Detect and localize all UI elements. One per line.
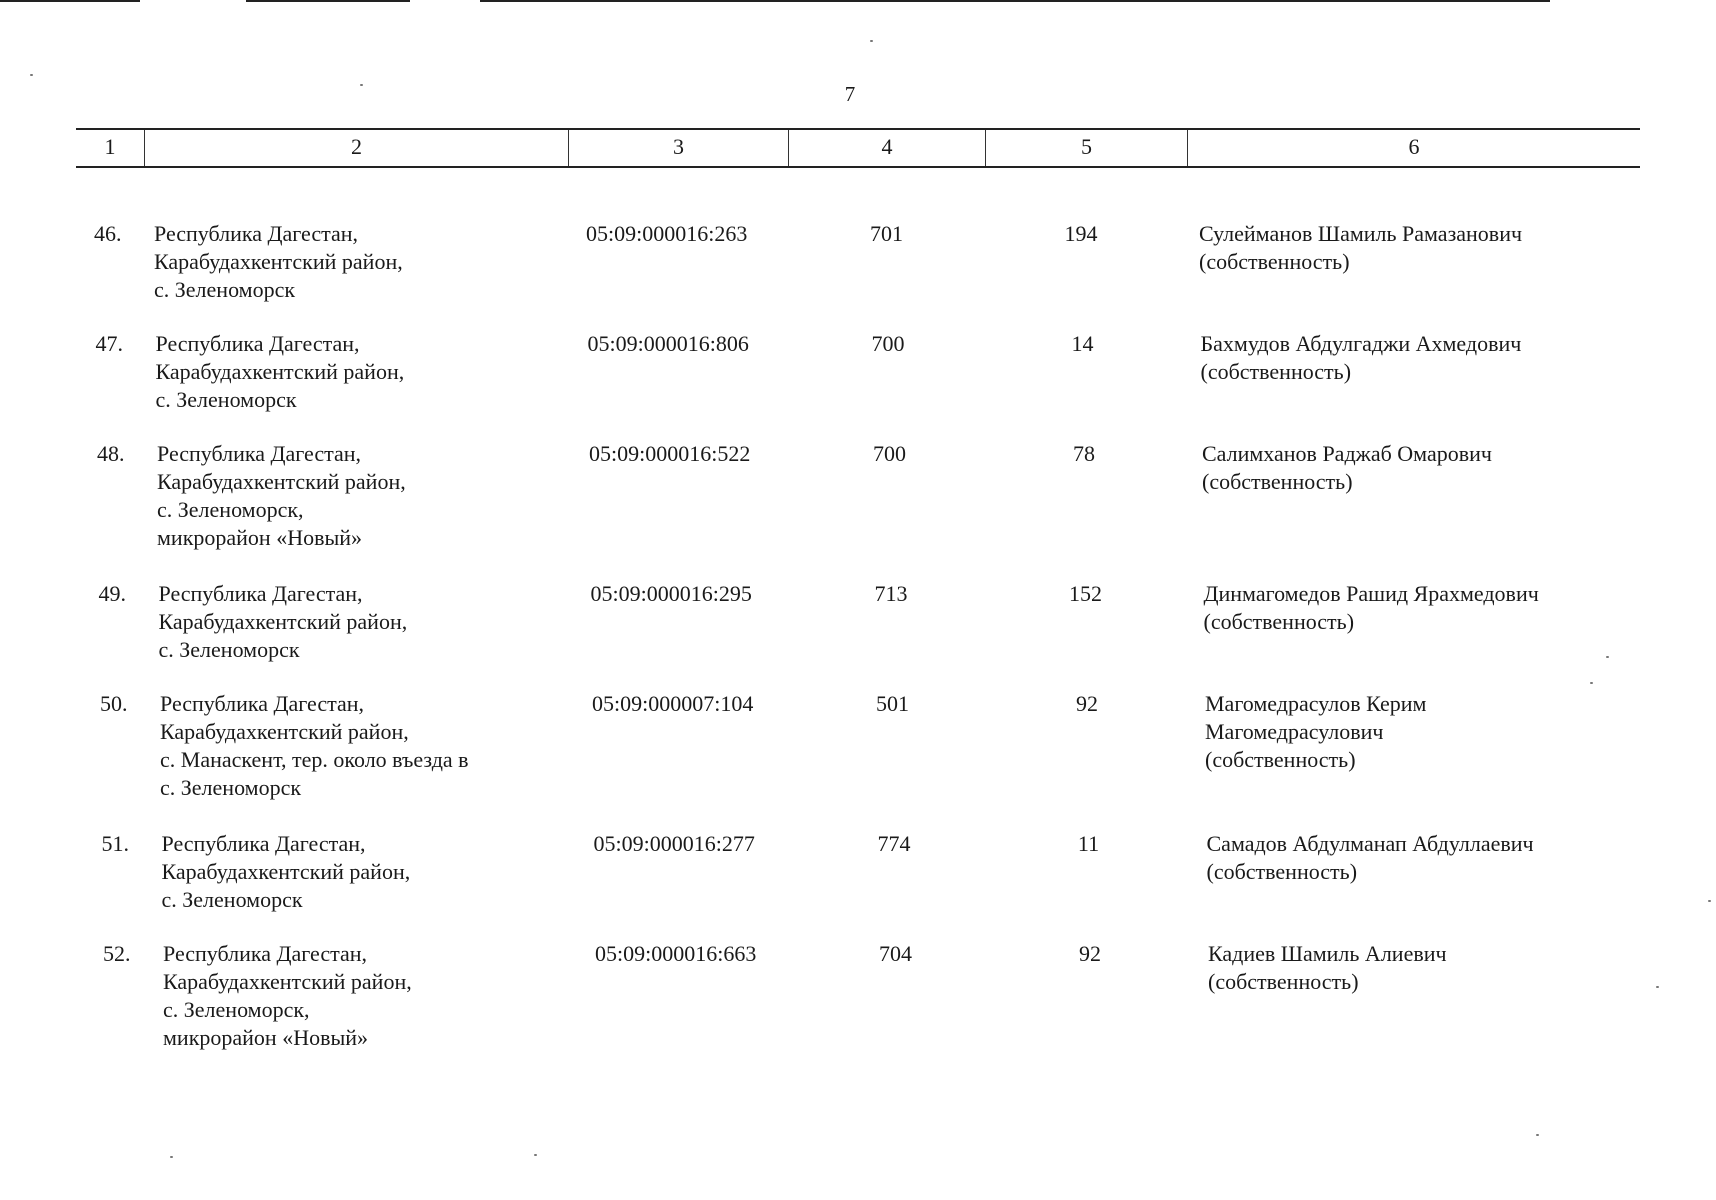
owner-line: Салимханов Раджаб Омарович — [1202, 441, 1492, 466]
land-plots-table — [76, 128, 1640, 1050]
area-value: 501 — [876, 691, 909, 716]
owner-cell — [1189, 330, 1642, 414]
scan-speck — [360, 84, 363, 86]
header-col-1: 1 — [104, 134, 116, 159]
address-line: Карабудахкентский район, — [157, 469, 406, 494]
address-line: Карабудахкентский район, — [163, 969, 412, 994]
address-line: Республика Дагестан, — [161, 831, 366, 856]
owner-line: Кадиев Шамиль Алиевич — [1208, 941, 1447, 966]
owner-line: (собственность) — [1205, 747, 1356, 772]
table-row — [82, 690, 1646, 802]
owner-cell — [1196, 940, 1649, 1052]
row-number: 47. — [95, 331, 123, 356]
scan-edge-middle — [246, 0, 410, 2]
table-row — [79, 440, 1643, 552]
scan-speck — [30, 74, 33, 76]
header-col-3: 3 — [568, 130, 788, 166]
owner-line: Динмагомедов Рашид Ярахмедович — [1203, 581, 1539, 606]
address-line: Карабудахкентский район, — [155, 359, 405, 384]
cadastral-number: 05:09:000016:522 — [589, 441, 751, 466]
address-line: Карабудахкентский район, — [161, 859, 411, 884]
address-cell — [76, 220, 568, 304]
table-row — [78, 330, 1642, 414]
address-line: Республика Дагестан, — [158, 581, 363, 606]
row-number: 46. — [94, 221, 122, 246]
owner-line: Магомедрасулов Керим — [1205, 691, 1427, 716]
address-cell — [82, 690, 574, 802]
column-5-value: 194 — [1064, 221, 1098, 246]
row-number: 49. — [98, 581, 126, 606]
scan-speck — [1536, 1134, 1539, 1136]
row-number: 51. — [101, 831, 129, 856]
address-line: Республика Дагестан, — [154, 221, 359, 246]
owner-line: (собственность) — [1208, 969, 1359, 994]
area-value: 701 — [870, 221, 903, 246]
scan-speck — [170, 1156, 173, 1158]
table-header — [76, 128, 1640, 168]
table-row — [81, 580, 1645, 664]
address-line: с. Зеленоморск — [161, 887, 303, 912]
address-cell — [85, 940, 577, 1052]
address-cell — [81, 580, 573, 664]
row-number: 48. — [97, 441, 125, 466]
scan-speck — [1708, 900, 1711, 902]
scan-speck — [534, 1154, 537, 1156]
address-line: Республика Дагестан, — [155, 331, 360, 356]
row-number: 52. — [103, 941, 131, 966]
owner-line: Сулейманов Шамиль Рамазанович — [1199, 221, 1523, 246]
column-5-value: 11 — [1077, 831, 1100, 856]
owner-cell — [1193, 690, 1646, 802]
address-line: Республика Дагестан, — [160, 691, 365, 716]
area-value: 700 — [873, 441, 906, 466]
owner-line: (собственность) — [1206, 859, 1358, 884]
table-row — [85, 940, 1649, 1052]
address-line: с. Зеленоморск — [158, 637, 300, 662]
scan-edge-right — [480, 0, 1550, 2]
address-line: Республика Дагестан, — [157, 441, 362, 466]
column-5-value: 152 — [1069, 581, 1102, 606]
area-value: 704 — [879, 941, 912, 966]
address-line: с. Манаскент, тер. около въезда в — [160, 747, 469, 772]
header-col-4: 4 — [788, 130, 985, 166]
cadastral-number: 05:09:000016:277 — [593, 831, 755, 856]
address-line: Карабудахкентский район, — [160, 719, 409, 744]
scan-speck — [1656, 986, 1659, 988]
address-cell — [84, 830, 576, 914]
address-line: Карабудахкентский район, — [158, 609, 408, 634]
owner-cell — [1195, 830, 1648, 914]
cadastral-number: 05:09:000016:806 — [587, 331, 749, 356]
address-line: с. Зеленоморск — [154, 277, 296, 302]
page-number: 7 — [844, 82, 856, 106]
owner-line: Магомедрасулович — [1205, 719, 1384, 744]
scan-speck — [1590, 682, 1593, 684]
cadastral-number: 05:09:000007:104 — [592, 691, 754, 716]
row-number: 50. — [100, 691, 128, 716]
address-line: с. Зеленоморск — [155, 387, 297, 412]
scan-speck — [870, 40, 873, 42]
address-line: Республика Дагестан, — [163, 941, 368, 966]
owner-cell — [1192, 580, 1645, 664]
owner-line: Бахмудов Абдулгаджи Ахмедович — [1200, 331, 1522, 356]
owner-cell — [1190, 440, 1643, 552]
scan-speck — [1606, 656, 1609, 658]
address-line: микрорайон «Новый» — [157, 525, 363, 550]
cadastral-number: 05:09:000016:295 — [590, 581, 752, 606]
address-line: с. Зеленоморск — [160, 775, 302, 800]
owner-line: (собственность) — [1199, 249, 1350, 274]
scan-edge-left — [0, 0, 140, 2]
address-line: с. Зеленоморск, — [157, 497, 304, 522]
column-5-value: 78 — [1073, 441, 1095, 466]
column-5-value: 92 — [1079, 941, 1101, 966]
header-col-2: 2 — [144, 130, 568, 166]
cadastral-number: 05:09:000016:263 — [586, 221, 748, 246]
area-value: 700 — [871, 331, 905, 356]
owner-line: (собственность) — [1200, 359, 1352, 384]
address-line: с. Зеленоморск, — [163, 997, 310, 1022]
owner-cell — [1187, 220, 1640, 304]
column-5-value: 14 — [1071, 331, 1094, 356]
owner-line: (собственность) — [1203, 609, 1355, 634]
header-col-5: 5 — [985, 130, 1187, 166]
header-col-6: 6 — [1187, 130, 1640, 166]
area-value: 713 — [874, 581, 908, 606]
table-row — [84, 830, 1648, 914]
column-5-value: 92 — [1076, 691, 1098, 716]
area-value: 774 — [877, 831, 911, 856]
address-cell — [79, 440, 571, 552]
address-line: Карабудахкентский район, — [154, 249, 403, 274]
cadastral-number: 05:09:000016:663 — [595, 941, 757, 966]
owner-line: (собственность) — [1202, 469, 1353, 494]
address-cell — [78, 330, 570, 414]
address-line: микрорайон «Новый» — [163, 1025, 369, 1050]
table-row — [76, 220, 1640, 304]
owner-line: Самадов Абдулманап Абдуллаевич — [1206, 831, 1534, 856]
